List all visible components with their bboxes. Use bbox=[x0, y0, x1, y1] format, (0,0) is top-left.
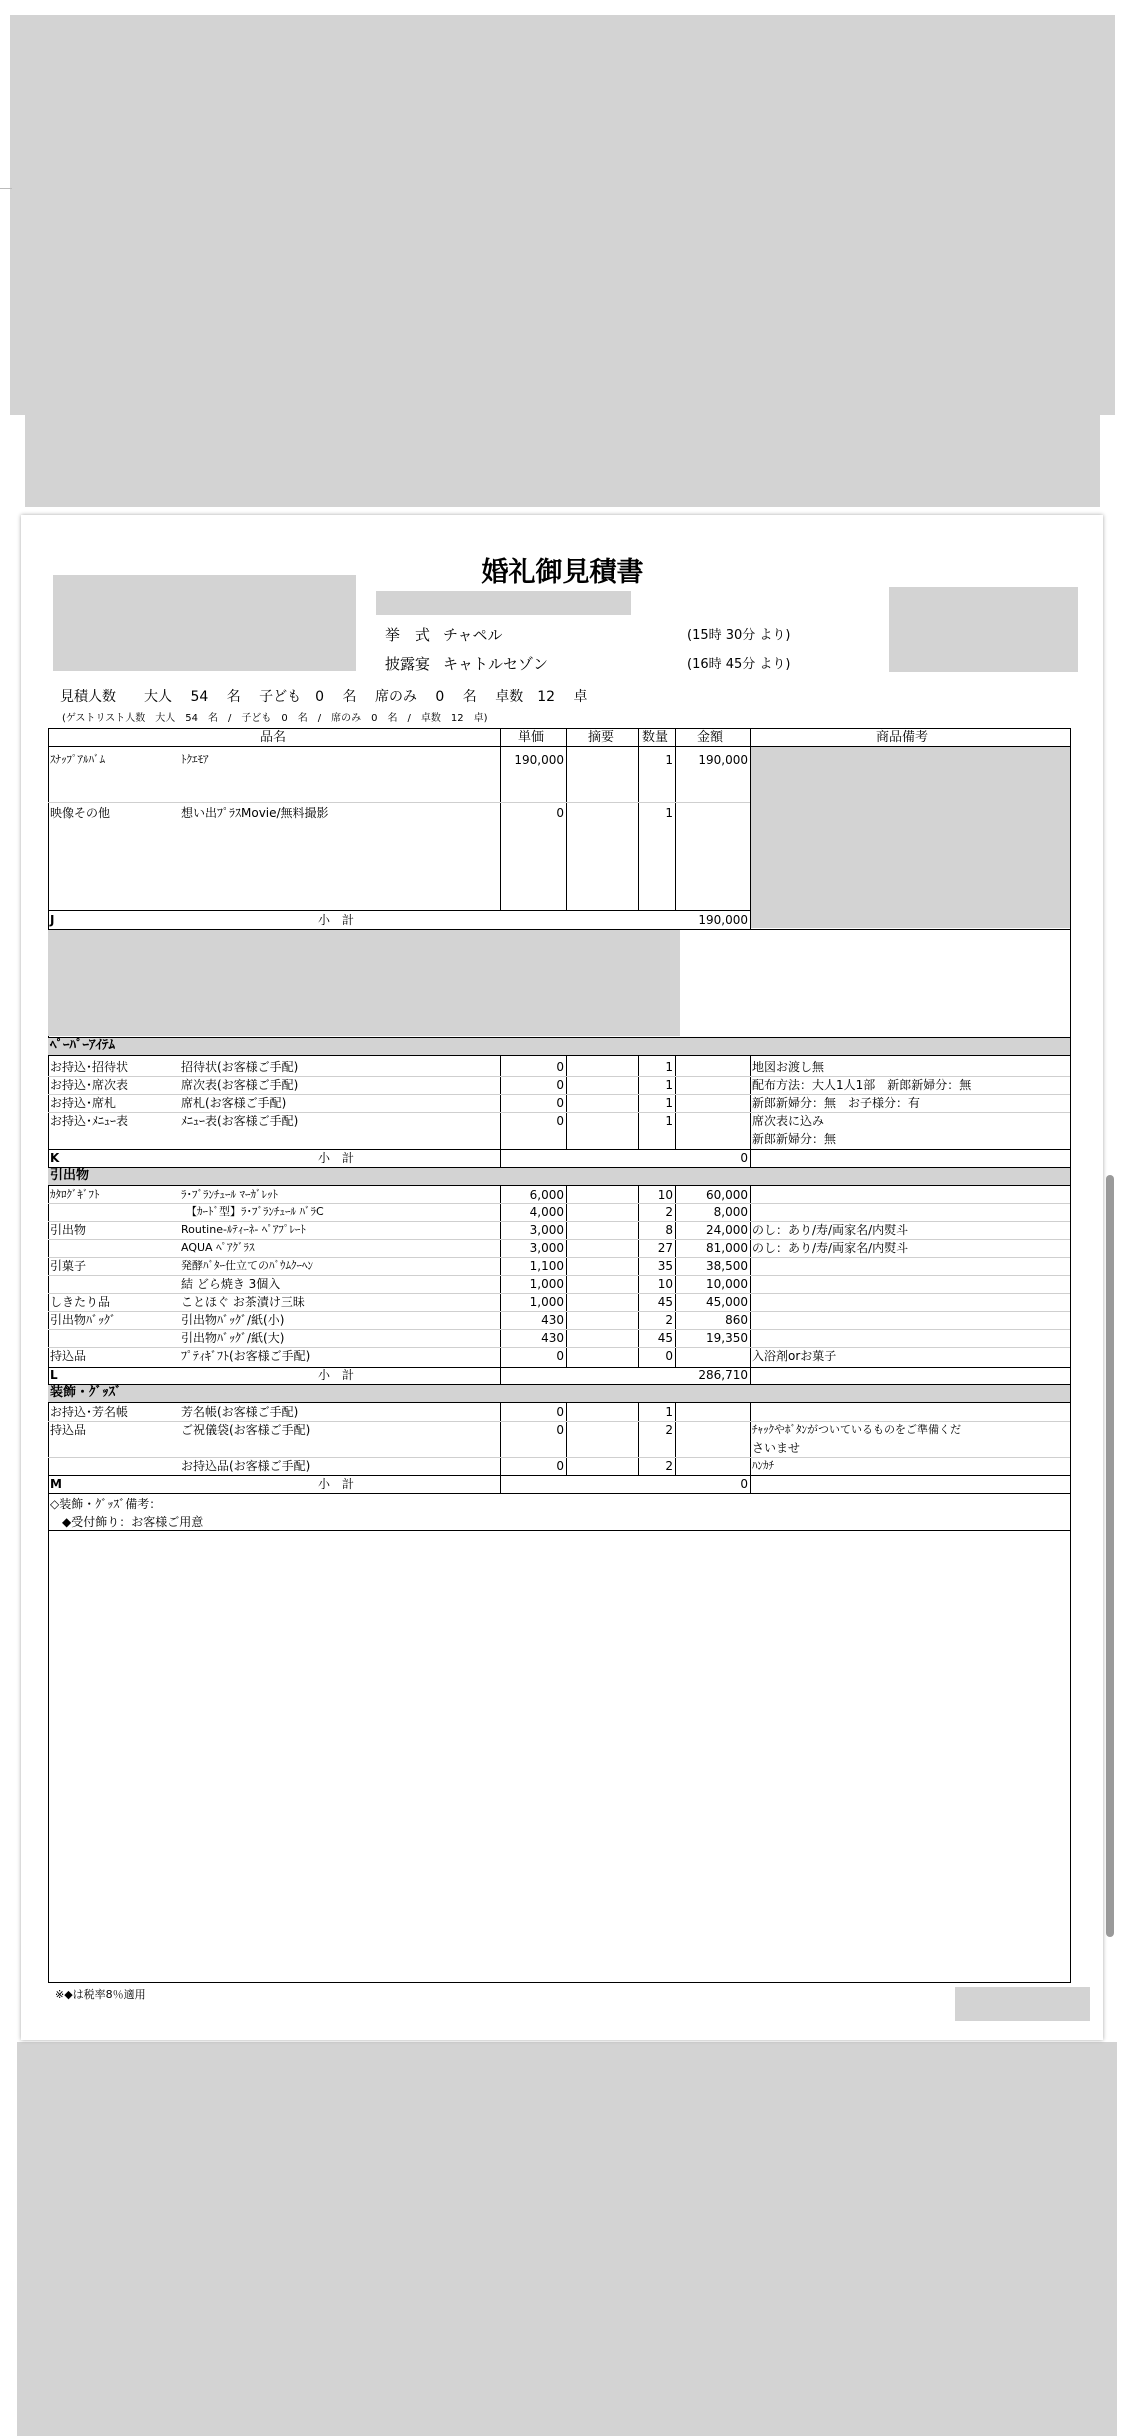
row-k2-unit: 0 bbox=[556, 1078, 564, 1092]
col-line bbox=[500, 1475, 501, 1493]
redacted-date-block bbox=[376, 591, 631, 615]
col-header-amount: 金額 bbox=[697, 730, 724, 745]
col-line bbox=[566, 728, 567, 910]
ceremony-venue: チャペル bbox=[443, 626, 503, 644]
row-j2-item: 想い出ﾌﾟﾗｽMovie/無料撮影 bbox=[181, 806, 329, 820]
col-header-name: 品名 bbox=[260, 730, 287, 745]
row-l1-category: ｶﾀﾛｸﾞｷﾞﾌﾄ bbox=[50, 1188, 100, 1201]
row-k4-category: お持込･ﾒﾆｭｰ表 bbox=[50, 1114, 129, 1128]
row-l7-amount: 45,000 bbox=[706, 1295, 748, 1309]
col-line bbox=[566, 1055, 567, 1149]
col-line bbox=[750, 1185, 751, 1368]
row-k1-note: 地図お渡し無 bbox=[752, 1060, 825, 1074]
row-k2-item: 席次表(お客様ご手配) bbox=[181, 1078, 299, 1092]
col-header-note: 商品備考 bbox=[876, 730, 929, 745]
col-line bbox=[750, 1367, 751, 1385]
row-l10-note: 入浴剤orお菓子 bbox=[752, 1349, 837, 1363]
row-m2-item: ご祝儀袋(お客様ご手配) bbox=[181, 1423, 311, 1437]
subtotal-j-label: 小 計 bbox=[318, 913, 355, 927]
row-k2-category: お持込･席次表 bbox=[50, 1078, 129, 1092]
row-k2-note: 配布方法：大人1人1部 新郎新婦分：無 bbox=[752, 1078, 972, 1092]
row-l3-item: Routine-ﾙﾃｨｰﾈ- ﾍﾟｱﾌﾟﾚｰﾄ bbox=[181, 1223, 306, 1236]
row-k3-item: 席札(お客様ご手配) bbox=[181, 1096, 287, 1110]
row-l9-qty: 45 bbox=[657, 1331, 673, 1345]
row-l5-unit: 1,100 bbox=[529, 1259, 564, 1273]
row-j1-amount: 190,000 bbox=[698, 753, 748, 767]
row-l1-amount: 60,000 bbox=[706, 1188, 748, 1202]
row-k3-note: 新郎新婦分：無 お子様分：有 bbox=[752, 1096, 921, 1110]
col-line bbox=[500, 1149, 501, 1167]
row-l5-category: 引菓子 bbox=[50, 1259, 87, 1273]
subtotal-l-code: L bbox=[50, 1368, 58, 1382]
row-l8-unit: 430 bbox=[541, 1313, 564, 1327]
row-k1-unit: 0 bbox=[556, 1060, 564, 1074]
scrollbar[interactable] bbox=[1106, 1175, 1114, 1937]
row-k2-qty: 1 bbox=[665, 1078, 673, 1092]
row-k3-category: お持込･席札 bbox=[50, 1096, 117, 1110]
row-l5-item: 発酵ﾊﾞﾀｰ仕立てのﾊﾞｳﾑｸｰﾍﾝ bbox=[181, 1259, 313, 1272]
row-k4-qty: 1 bbox=[665, 1114, 673, 1128]
tax-footnote: ※◆は税率8％適用 bbox=[55, 1988, 146, 2001]
section-k-header: ﾍﾟｰﾊﾟｰｱｲﾃﾑ bbox=[50, 1038, 115, 1053]
reception-venue: キャトルセゾン bbox=[443, 655, 549, 673]
row-m3-unit: 0 bbox=[556, 1459, 564, 1473]
row-l10-unit: 0 bbox=[556, 1349, 564, 1363]
row-j2-category: 映像その他 bbox=[50, 806, 111, 820]
reception-label: 披露宴 bbox=[385, 655, 431, 673]
col-line bbox=[500, 1367, 501, 1385]
col-line bbox=[675, 1055, 676, 1149]
row-m2-note-cont: さいませ bbox=[752, 1441, 801, 1455]
subtotal-divider bbox=[48, 1367, 1071, 1368]
row-m2-qty: 2 bbox=[665, 1423, 673, 1437]
row-l4-qty: 27 bbox=[657, 1241, 673, 1255]
redacted-stamp-block bbox=[955, 1987, 1090, 2021]
section-divider bbox=[48, 1055, 1071, 1056]
subtotal-l-amount: 286,710 bbox=[698, 1368, 748, 1382]
row-l3-category: 引出物 bbox=[50, 1223, 87, 1237]
row-l10-category: 持込品 bbox=[50, 1349, 87, 1363]
row-k3-unit: 0 bbox=[556, 1096, 564, 1110]
redacted-venue-block bbox=[889, 587, 1078, 672]
row-l7-qty: 45 bbox=[657, 1295, 673, 1309]
table-left-border bbox=[48, 728, 49, 1982]
row-l7-unit: 1,000 bbox=[529, 1295, 564, 1309]
row-l9-amount: 19,350 bbox=[706, 1331, 748, 1345]
row-l4-unit: 3,000 bbox=[529, 1241, 564, 1255]
row-k1-category: お持込･招待状 bbox=[50, 1060, 129, 1074]
row-l6-qty: 10 bbox=[657, 1277, 673, 1291]
row-m1-item: 芳名帳(お客様ご手配) bbox=[181, 1405, 299, 1419]
col-header-unit: 単価 bbox=[518, 730, 545, 745]
subtotal-l-label: 小 計 bbox=[318, 1368, 355, 1382]
row-m2-category: 持込品 bbox=[50, 1423, 87, 1437]
row-k3-qty: 1 bbox=[665, 1096, 673, 1110]
row-l5-qty: 35 bbox=[657, 1259, 673, 1273]
subtotal-divider bbox=[48, 910, 750, 911]
row-l8-item: 引出物ﾊﾞｯｸﾞ/紙(小) bbox=[181, 1313, 285, 1327]
headcount-line: 見積人数 大人 54 名 子ども 0 名 席のみ 0 名 卓数 12 卓 bbox=[60, 689, 588, 705]
section-header-bg bbox=[48, 1168, 1070, 1185]
row-k1-item: 招待状(お客様ご手配) bbox=[181, 1060, 299, 1074]
redacted-note-j bbox=[751, 747, 1070, 928]
subtotal-m-amount: 0 bbox=[740, 1477, 748, 1491]
row-l6-item: 結 どら焼き 3個入 bbox=[181, 1277, 281, 1291]
row-l9-unit: 430 bbox=[541, 1331, 564, 1345]
row-j1-qty: 1 bbox=[665, 753, 673, 767]
ceremony-time: (15時 30分 より) bbox=[687, 628, 791, 643]
row-l2-qty: 2 bbox=[665, 1205, 673, 1219]
ceremony-label: 挙 式 bbox=[385, 626, 431, 644]
row-j1-item: ﾄｸｴﾓｱ bbox=[181, 753, 209, 766]
guestlist-line: (ゲストリスト人数 大人 54 名 / 子ども 0 名 / 席のみ 0 名 / 卓数 12 卓) bbox=[62, 713, 488, 724]
row-l10-qty: 0 bbox=[665, 1349, 673, 1363]
row-m1-category: お持込･芳名帳 bbox=[50, 1405, 129, 1419]
row-m2-note: ﾁｬｯｸやﾎﾞﾀﾝがついているものをご準備くだ bbox=[752, 1423, 961, 1436]
section-header-bg bbox=[48, 1038, 1070, 1055]
row-l3-qty: 8 bbox=[665, 1223, 673, 1237]
row-l2-unit: 4,000 bbox=[529, 1205, 564, 1219]
table-right-border bbox=[1070, 728, 1071, 1982]
row-divider bbox=[48, 802, 750, 803]
section-m-header: 装飾・ｸﾞｯｽﾞ bbox=[50, 1385, 122, 1400]
divider bbox=[0, 188, 12, 189]
col-line bbox=[750, 1402, 751, 1475]
row-k1-qty: 1 bbox=[665, 1060, 673, 1074]
redacted-top-block bbox=[10, 15, 1115, 415]
row-l7-item: ことほぐ お茶漬け三昧 bbox=[181, 1295, 305, 1309]
row-l4-amount: 81,000 bbox=[706, 1241, 748, 1255]
remarks-item: ◆受付飾り：お客様ご用意 bbox=[62, 1515, 204, 1529]
row-m3-note: ﾊﾝｶﾁ bbox=[752, 1459, 774, 1472]
subtotal-divider bbox=[48, 1475, 1071, 1476]
subtotal-divider bbox=[48, 1149, 1071, 1150]
col-line bbox=[675, 1402, 676, 1475]
row-l1-qty: 10 bbox=[657, 1188, 673, 1202]
subtotal-j-code: J bbox=[50, 913, 55, 927]
row-m1-qty: 1 bbox=[665, 1405, 673, 1419]
section-header-bg bbox=[48, 1385, 1070, 1402]
document-title: 婚礼御見積書 bbox=[481, 557, 644, 588]
section-divider bbox=[48, 1037, 1071, 1038]
row-l6-unit: 1,000 bbox=[529, 1277, 564, 1291]
subtotal-k-amount: 0 bbox=[740, 1151, 748, 1165]
row-l1-unit: 6,000 bbox=[529, 1188, 564, 1202]
row-l1-item: ﾗ･ﾌﾞﾗﾝﾁｭｰﾙ ﾏｰｶﾞﾚｯﾄ bbox=[181, 1188, 278, 1201]
subtotal-m-label: 小 計 bbox=[318, 1477, 355, 1491]
row-m3-qty: 2 bbox=[665, 1459, 673, 1473]
redacted-bottom-block bbox=[17, 2042, 1117, 2436]
row-l4-note: のし：あり/寿/両家名/内熨斗 bbox=[752, 1241, 909, 1255]
row-l3-amount: 24,000 bbox=[706, 1223, 748, 1237]
row-l8-qty: 2 bbox=[665, 1313, 673, 1327]
row-l8-amount: 860 bbox=[725, 1313, 748, 1327]
col-line bbox=[750, 1149, 751, 1167]
subtotal-k-code: K bbox=[50, 1151, 60, 1165]
row-l6-amount: 10,000 bbox=[706, 1277, 748, 1291]
row-j1-category: ｽﾅｯﾌﾟｱﾙﾊﾞﾑ bbox=[50, 753, 105, 766]
col-line bbox=[750, 1055, 751, 1149]
row-l9-item: 引出物ﾊﾞｯｸﾞ/紙(大) bbox=[181, 1331, 285, 1345]
row-m3-item: お持込品(お客様ご手配) bbox=[181, 1459, 311, 1473]
col-header-summary: 摘要 bbox=[588, 730, 615, 745]
redacted-middle-block bbox=[48, 930, 680, 1036]
row-m1-unit: 0 bbox=[556, 1405, 564, 1419]
row-k4-unit: 0 bbox=[556, 1114, 564, 1128]
row-k4-note: 席次表に込み bbox=[752, 1114, 825, 1128]
col-line bbox=[566, 1402, 567, 1475]
row-j2-unit: 0 bbox=[556, 806, 564, 820]
redacted-top-strip bbox=[25, 415, 1100, 507]
row-l5-amount: 38,500 bbox=[706, 1259, 748, 1273]
remarks-divider bbox=[48, 1530, 1071, 1531]
col-header-qty: 数量 bbox=[642, 730, 669, 745]
subtotal-k-label: 小 計 bbox=[318, 1151, 355, 1165]
row-l3-unit: 3,000 bbox=[529, 1223, 564, 1237]
row-l4-item: AQUA ﾍﾟｱｸﾞﾗｽ bbox=[181, 1241, 255, 1254]
col-line bbox=[750, 1475, 751, 1493]
section-divider bbox=[48, 1493, 1071, 1494]
row-j1-unit: 190,000 bbox=[514, 753, 564, 767]
remarks-header: ◇装飾・ｸﾞｯｽﾞ備考： bbox=[50, 1497, 162, 1511]
col-line bbox=[566, 1185, 567, 1368]
row-l8-category: 引出物ﾊﾞｯｸﾞ bbox=[50, 1313, 117, 1327]
row-k4-item: ﾒﾆｭｰ表(お客様ご手配) bbox=[181, 1114, 299, 1128]
subtotal-j-amount: 190,000 bbox=[698, 913, 748, 927]
row-m2-unit: 0 bbox=[556, 1423, 564, 1437]
row-l10-item: ﾌﾟﾃｨｷﾞﾌﾄ(お客様ご手配) bbox=[181, 1349, 311, 1363]
row-k4-note-cont: 新郎新婦分：無 bbox=[752, 1132, 837, 1146]
table-bottom-border bbox=[48, 1982, 1071, 1983]
section-l-header: 引出物 bbox=[50, 1168, 90, 1183]
redacted-customer-block bbox=[53, 575, 356, 671]
reception-time: (16時 45分 より) bbox=[687, 657, 791, 672]
row-l2-item: 【ｶｰﾄﾞ型】ﾗ･ﾌﾞﾗﾝﾁｭｰﾙ ﾊﾞﾗC bbox=[186, 1205, 324, 1218]
row-l3-note: のし：あり/寿/両家名/内熨斗 bbox=[752, 1223, 909, 1237]
row-j2-qty: 1 bbox=[665, 806, 673, 820]
subtotal-m-code: M bbox=[50, 1477, 62, 1491]
row-l7-category: しきたり品 bbox=[50, 1295, 111, 1309]
row-l2-amount: 8,000 bbox=[713, 1205, 748, 1219]
